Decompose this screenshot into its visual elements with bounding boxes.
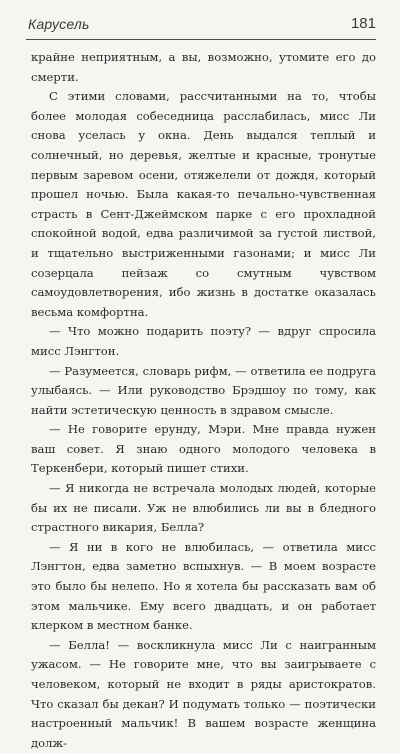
paragraph: — Что можно подарить поэту? — вдруг спросила мисс Лэнгтон. bbox=[31, 324, 376, 358]
header-rule bbox=[26, 39, 376, 40]
running-title: Карусель bbox=[28, 16, 90, 32]
page-header bbox=[26, 16, 376, 38]
paragraph: — Я ни в кого не влюбилась, — ответила мисс Лэнгтон, едва заметно вспыхнув. — В моем возрасте это было бы нелепо. Но я хотела бы рассказать вам об этом мальчике. Ему всего двадцать, и он работает клерком в местном банке. bbox=[31, 539, 376, 633]
page-number: 181 bbox=[350, 15, 376, 32]
body-text bbox=[31, 48, 376, 753]
paragraph: С этими словами, рассчитанными на то, чтобы более молодая собеседница расслабилась, мисс Ли снова уселась у окна. День выдался теплый и солнечный, но деревья, желтые и красные, тронутые первым заревом осени, отяжелели от дождя, который прошел ночью. Была какая-то печально-чувственная страсть в Сент-Джеймском парке с его прохладной спокойной водой, едва различимой за густой листвой, и тщательно выстриженными газонами; и мисс Ли созерцала пейзаж со смутным чувством самоудовлетворения, ибо жизнь в достатке оказалась весьма комфортна. bbox=[31, 89, 376, 319]
paragraph: — Я никогда не встречала молодых людей, которые бы их не писали. Уж не влюбились ли вы в бледного страстного викария, Белла? bbox=[31, 481, 376, 535]
paragraph: — Белла! — воскликнула мисс Ли с наигранным ужасом. — Не говорите мне, что вы заигрываете с человеком, который не входит в ряды аристократов. Что сказал бы декан? И подумать только — поэтически настроенный мальчик! В вашем возрасте женщина долж- bbox=[31, 637, 376, 750]
paragraph: — Не говорите ерунду, Мэри. Мне правда нужен ваш совет. Я знаю одного молодого человека в Теркенбери, который пишет стихи. bbox=[31, 422, 376, 476]
paragraph: крайне неприятным, а вы, возможно, утомите его до смерти. bbox=[31, 50, 376, 84]
paragraph: — Разумеется, словарь рифм, — ответила ее подруга улыбаясь. — Или руководство Брэдшоу по тому, как найти эстетическую ценность в здравом смысле. bbox=[31, 363, 376, 417]
